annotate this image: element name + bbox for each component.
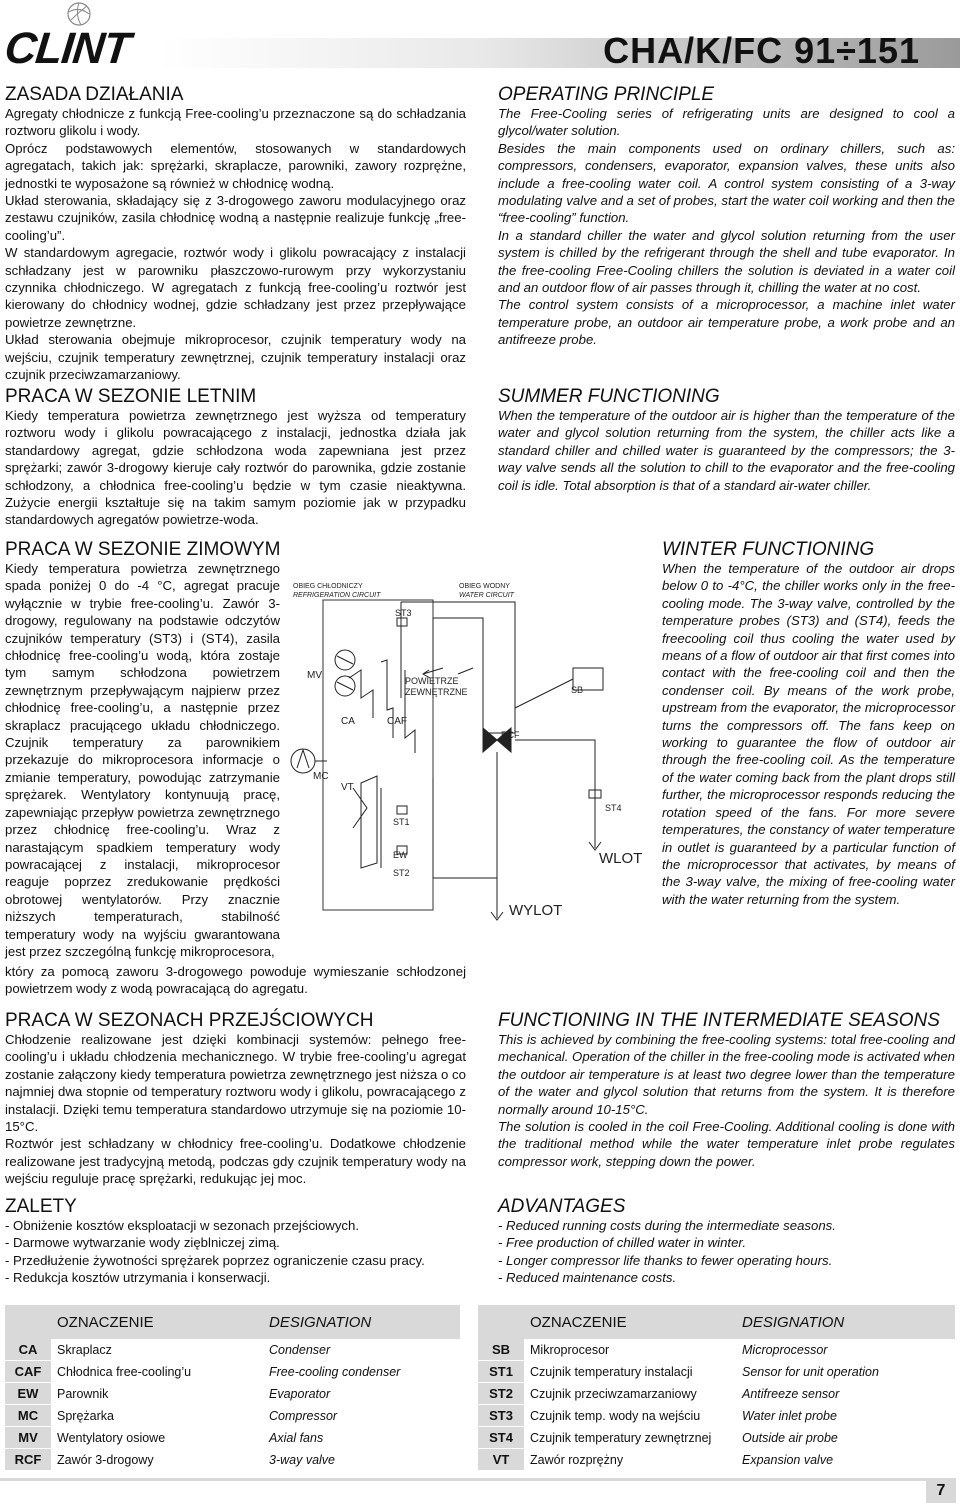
en-advantage-item: - Reduced running costs during the intermediate seasons. — [498, 1218, 836, 1233]
legend-row: VT Zawór rozprężny Expansion valve — [478, 1449, 955, 1471]
legend-head-en: DESIGNATION — [263, 1305, 460, 1339]
legend-head-en: DESIGNATION — [736, 1305, 955, 1339]
footer-line — [0, 1478, 926, 1481]
diagram-air-pl-2: ZEWNĘTRZNE — [405, 687, 468, 697]
diagram-circuit-en: REFRIGERATION CIRCUIT — [293, 592, 381, 599]
diagram-label-ew: EW — [393, 850, 408, 860]
free-cooling-diagram — [283, 578, 663, 958]
diagram-label-rcf: RCF — [501, 730, 520, 740]
diagram-label-mc: MC — [313, 771, 329, 782]
diagram-label-st3: ST3 — [395, 608, 412, 618]
pl-intermediate-title: PRACA W SEZONACH PRZEJŚCIOWYCH — [5, 1010, 374, 1031]
diagram-label-caf: CAF — [387, 716, 407, 727]
pl-advantages-title: ZALETY — [5, 1196, 77, 1217]
en-intermediate-p1: This is achieved by combining the free-cooling systems: total free-cooling and mechanical. Operation of the chiller in the free-cooling mode is activated when the outdoor air temperature is at least two degree lower than the temperature of the water and glycol solution that returns from the system. It is therefore normally around 10-15°C. — [498, 1032, 955, 1117]
en-advantage-item: - Longer compressor life thanks to fewer operating hours. — [498, 1252, 833, 1268]
en-operating-p1: The Free-Cooling series of refrigerating units are designed to cool a glycol/water solution. — [498, 106, 955, 139]
diagram-label-sb: SB — [571, 685, 584, 695]
en-operating-section — [498, 84, 955, 349]
pl-operating-p5: Układ sterowania obejmuje mikroprocesor, czujnik temperatury wody na wejściu, czujnik temperatury zewnętrznej, czujnik temperatury instalacji oraz czujnik przeciwzamarzaniowy. — [5, 332, 466, 383]
diagram-label-st2: ST2 — [393, 868, 410, 878]
pl-winter-title: PRACA W SEZONIE ZIMOWYM — [5, 539, 281, 560]
diagram-circuit-pl: OBIEG CHŁODNICZY — [293, 583, 363, 590]
pl-operating-p3: Układ sterowania, składający się z 3-drogowego zaworu modulacyjnego oraz zestawu czujników, zasila chłodnicę wodną a następnie realizuje funkcję „free-cooling’u”. — [5, 193, 466, 243]
diagram-label-wlot: WLOT — [599, 850, 643, 867]
pl-summer-title: PRACA W SEZONIE LETNIM — [5, 386, 257, 407]
en-operating-p4: The control system consists of a microprocessor, a machine inlet water temperature probe, an outdoor air temperature probe, a work probe and an antifreeze probe. — [498, 297, 955, 348]
en-advantages-title: ADVANTAGES — [498, 1196, 626, 1217]
en-advantages-section — [498, 1196, 955, 1287]
en-summer-p1: When the temperature of the outdoor air is higher than the temperature of the water and glycol solution returning from the system, the chiller acts like a standard chiller and chilled water is guaranteed by the compressors; the 3-way valve sends all the solution to chill to the evaporator and the free-cooling coil is idle. Total absorption is that of a standard air-water chiller. — [498, 408, 955, 493]
en-summer-title: SUMMER FUNCTIONING — [498, 386, 720, 407]
pl-summer-p1: Kiedy temperatura powietrza zewnętrznego jest wyższa od temperatury roztworu wody i glikolu powracającego z instalacji, jednostka działa jak standardowy agregat, gdzie schłodzona woda zapewniana jest przez sprężarki; zawór 3-drogowy kieruje cały roztwór do parownika, gdzie zostanie schłodzony, a chłodnica free-cooling’u będzie w tym czasie nieaktywna. Zużycie energii kształtuje się na takim samym poziomie jak w przypadku standardowych agregatów powietrze-woda. — [5, 408, 466, 528]
pl-advantage-item: - Darmowe wytwarzanie wody zięblniczej zimą. — [5, 1235, 280, 1251]
diagram-label-ca: CA — [341, 716, 355, 727]
legend-row: RCF Zawór 3-drogowy 3-way valve — [5, 1449, 460, 1471]
logo-text: CLINT — [2, 24, 133, 73]
diagram-water-pl: OBIEG WODNY — [459, 583, 510, 590]
en-winter-section — [662, 539, 955, 908]
en-advantage-item: - Reduced maintenance costs. — [498, 1270, 677, 1286]
en-operating-p2: Besides the main components used on ordinary chillers, such as: compressors, condensers, evaporator, expansion valves, these units also include a free-cooling water coil. A control system consisting of a 3-way modulating valve and a set of probes, start the water coil working and then the “free-cooling” function. — [498, 140, 955, 226]
pl-operating-title: ZASADA DZIAŁANIA — [5, 84, 184, 105]
diagram-label-mv: MV — [307, 670, 322, 681]
en-intermediate-p2: The solution is cooled in the coil Free-Cooling. Additional cooling is done with the traditional method while the water temperature inlet probe regulates compressor work, stepping down the power. — [498, 1119, 955, 1169]
legend-row: EW Parownik Evaporator — [5, 1383, 460, 1405]
pl-summer-section — [5, 386, 466, 529]
legend-row: ST1 Czujnik temperatury instalacji Sensor for unit operation — [478, 1361, 955, 1383]
diagram-label-st4: ST4 — [605, 803, 622, 813]
pl-intermediate-p2: Roztwór jest schładzany w chłodnicy free-cooling’u. Dodatkowe chłodzenie realizowane jest tradycyjną metodą, podczas gdy czujnik temperatury wody na wejściu reguluje pracę sprężarki, redukując jej moc. — [5, 1136, 466, 1187]
legend-row: ST2 Czujnik przeciwzamarzaniowy Antifreeze sensor — [478, 1383, 955, 1405]
legend-head-pl: OZNACZENIE — [51, 1305, 263, 1339]
pl-advantage-item: - Przedłużenie żywotności sprężarek poprzez ograniczenie czasu pracy. — [5, 1252, 425, 1268]
pl-advantage-item: - Obniżenie kosztów eksploatacji w sezonach przejściowych. — [5, 1218, 360, 1233]
legend-head-pl: OZNACZENIE — [524, 1305, 736, 1339]
legend-row: ST3 Czujnik temp. wody na wejściu Water inlet probe — [478, 1405, 955, 1427]
legend-row: SB Mikroprocesor Microprocessor — [478, 1339, 955, 1361]
pl-operating-p2: Oprócz podstawowych elementów, stosowanych w standardowych agregatach, takich jak: sprężarki, skraplacze, parowniki, zawory rozprężne, jednostki te wyposażone są również w chłodnicę wodną. — [5, 140, 466, 191]
legend-row: MC Sprężarka Compressor — [5, 1405, 460, 1427]
pl-intermediate-p1: Chłodzenie realizowane jest dzięki kombinacji systemów: pełnego free-cooling’u i układu chłodzenia mechanicznego. W trybie free-cooling’u agregat zostanie załączony kiedy temperatura powietrza zewnętrznego jest niższa o co najmniej dwa stopnie od temperatury roztworu wody i glikolu, powracającego z instalacji. Dzięki temu temperatura standardowo utrzymuje się na poziomie 10-15°C. — [5, 1032, 466, 1135]
pl-operating-p1: Agregaty chłodnicze z funkcją Free-cooling’u przeznaczone są do schładzania roztworu glikolu i wody. — [5, 106, 466, 139]
en-operating-p3: In a standard chiller the water and glycol solution returning from the user system is chilled by the refrigerant through the shell and tube evaporator. In the free-cooling Free-Cooling chillers the solution is deviated in a water coil and an outdoor flow of air passes through it, chilling the water at no cost. — [498, 227, 955, 296]
legend-row: CA Skraplacz Condenser — [5, 1339, 460, 1361]
diagram-water-en: WATER CIRCUIT — [459, 592, 514, 599]
pl-winter-continued — [5, 963, 466, 998]
en-advantage-item: - Free production of chilled water in winter. — [498, 1235, 746, 1251]
en-summer-section — [498, 386, 955, 494]
pl-operating-section — [5, 84, 466, 384]
diagram-label-vt: VT — [341, 782, 354, 793]
legend-row: ST4 Czujnik temperatury zewnętrznej Outside air probe — [478, 1427, 955, 1449]
pl-intermediate-section — [5, 1010, 466, 1188]
en-intermediate-title: FUNCTIONING IN THE INTERMEDIATE SEASONS — [498, 1010, 940, 1031]
model-title: CHA/K/FC 91÷151 — [603, 30, 920, 71]
diagram-air-pl-1: POWIETRZE — [405, 676, 459, 686]
pl-winter-p1b: który za pomocą zaworu 3-drogowego powoduje wymieszanie schłodzonej powietrzem wody z wodą powracającą do agregatu. — [5, 964, 466, 997]
page-number: 7 — [926, 1478, 956, 1503]
clint-logo — [2, 2, 155, 73]
en-intermediate-section — [498, 1010, 955, 1170]
pl-winter-section — [5, 539, 280, 960]
logo-ball-icon — [67, 2, 91, 26]
en-operating-title: OPERATING PRINCIPLE — [498, 84, 715, 105]
legend-row: MV Wentylatory osiowe Axial fans — [5, 1427, 460, 1449]
pl-advantage-item: - Redukcja kosztów utrzymania i konserwacji. — [5, 1270, 271, 1286]
legend-table-right — [478, 1305, 955, 1471]
legend-table-left — [5, 1305, 460, 1471]
legend-row: CAF Chłodnica free-cooling’u Free-cooling condenser — [5, 1361, 460, 1383]
pl-operating-p4: W standardowym agregacie, roztwór wody i glikolu powracający z instalacji schładzany jest w parowniku płaszczowo-rurowym przy wykorzystaniu czynnika chłodniczego. W agregatach z funkcją free-cooling’u roztwór jest kierowany do chłodnicy wodnej, gdzie schładzany jest przez przepływające powietrze zewnętrzne. — [5, 245, 466, 330]
pl-advantages-section — [5, 1196, 466, 1287]
diagram-label-wylot: WYLOT — [509, 902, 563, 919]
diagram-label-st1: ST1 — [393, 817, 410, 827]
en-winter-title: WINTER FUNCTIONING — [662, 539, 875, 560]
en-winter-p1: When the temperature of the outdoor air drops below 0 to -4°C, the chiller works only in the free-cooling mode. The 3-way valve, controlled by the temperature probes (ST3) and (ST4), feeds the freecooling coil thus cooling the water used by means of a flow of outdoor air that first comes into contact with the free-cooling coil and then the condenser coil. By means of the work probe, upstream from the evaporator, the microprocessor turns the compressors off. The fans keep on working to guarantee the flow of outdoor air through the free-cooling coil. As the temperature of the water coming back from the plant drops still further, the microprocessor responds reducing the rotation speed of the fans. For more severe temperatures, the constancy of water temperature in outlet is guaranteed by a particular function of the microprocessor that activates, by means of the 3-way valve, the mixing of free-cooling water with the water returning from the system. — [662, 561, 955, 907]
pl-winter-p1a: Kiedy temperatura powietrza zewnętrznego spada poniżej 0 do -4 °C, agregat pracuje wyłącznie w trybie free-cooling’u. Zawór 3-drogowy, regulowany na podstawie odczytów czujników temperatury (ST3) i (ST4), zasila chłodnicę free-cooling’u wodą, która zostaje tym samym schłodzona powietrzem zewnętrznym przepływającym najpierw przez chłodnicę free-cooling’u, a następnie przez skraplacz pracującego układu chłodniczego. Czujnik temperatury za parownikiem przekazuje do mikroprocesora informacje o zmianie temperatury, powodując zatrzymanie sprężarek. Wentylatory kontynuują pracę, zapewniając przepływ powietrza zewnętrznego przez chłodnicę free-cooling’u. Wraz z narastającym spadkiem temperatury wody powracającej z instalacji, mikroprocesor reaguje poprzez zredukowanie prędkości obrotowej wentylatorów. Przy znacznie niższych temperaturach, stabilność temperatury wody na wyjściu gwarantowana jest przez szczególną funkcję mikroprocesora, — [5, 561, 280, 959]
